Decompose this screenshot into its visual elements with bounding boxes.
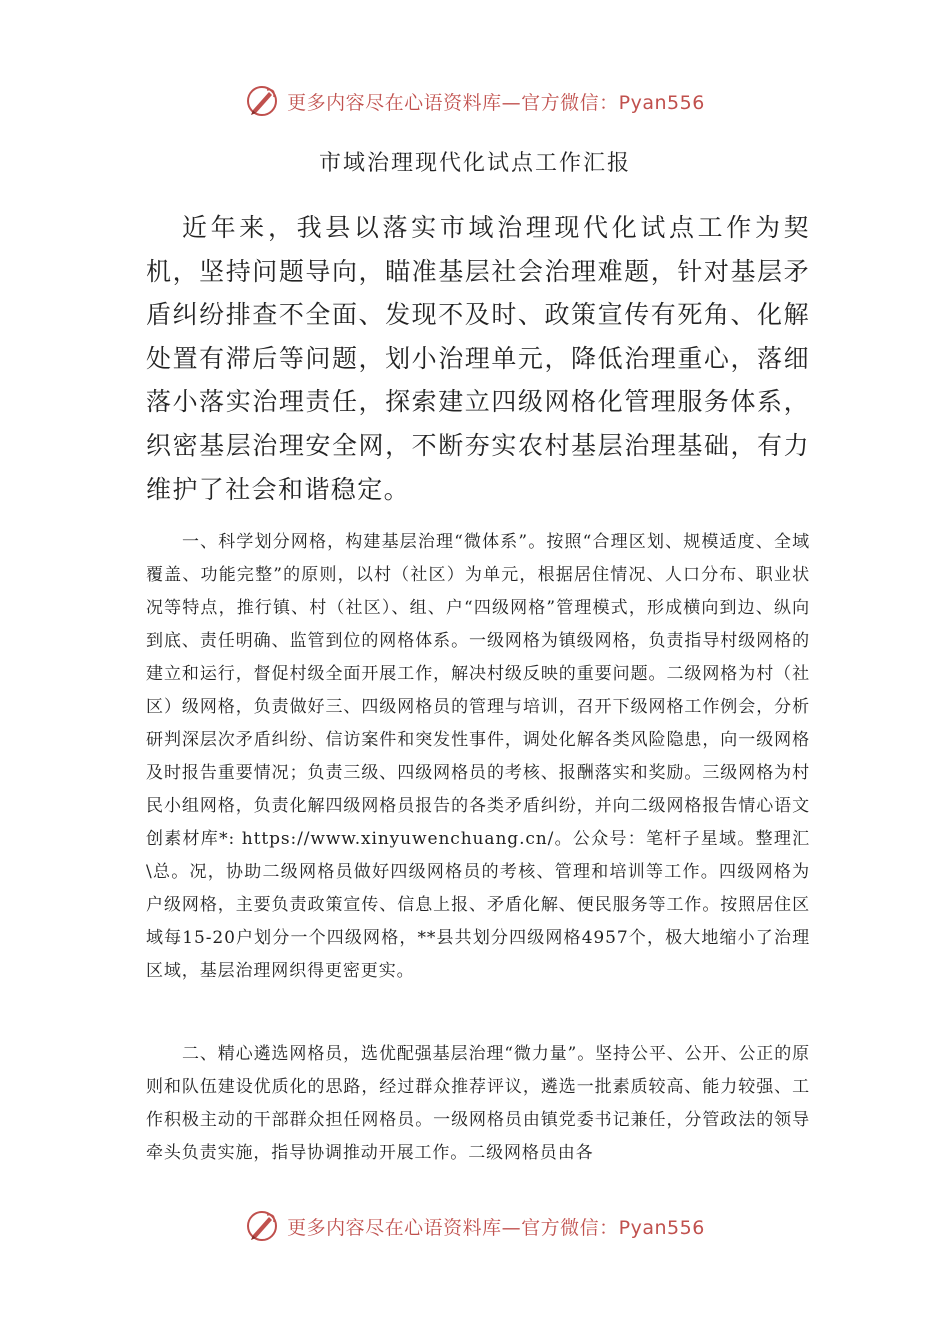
document-title: 市域治理现代化试点工作汇报 (318, 151, 631, 176)
pen-logo-icon (245, 84, 279, 118)
pen-logo-icon (245, 1209, 279, 1243)
body-paragraph-1: 一、科学划分网格，构建基层治理“微体系”。按照“合理区划、规模适度、全域覆盖、功能完整”的原则，以村（社区）为单元，根据居住情况、人口分布、职业状况等特点，推行镇、村（社区）、组、户“四级网格”管理模式，形成横向到边、纵向到底、责任明确、监管到位的网格体系。一级网格为镇级网格，负责指导村级网格的建立和运行，督促村级全面开展工作，解决村级反映的重要问题。二级网格为村（社区）级网格，负责做好三、四级网格员的管理与培训，召开下级网格工作例会，分析研判深层次矛盾纠纷、信访案件和突发性事件，调处化解各类风险隐患，向一级网格及时报告重要情况；负责三级、四级网格员的考核、报酬落实和奖励。三级网格为村民小组网格，负责化解四级网格员报告的各类矛盾纠纷，并向二级网格报告情心语文创素材库*: https://www.xinyuwenchuang.cn/。公众号：笔杆子星域。整理汇\总。况，协助二级网格员做好四级网格员的考核、管理和培训等工作。四级网格为户级网格，主要负责政策宣传、信息上报、矛盾化解、便民服务等工作。按照居住区域每15-20户划分一个四级网格，**县共划分四级网格4957个，极大地缩小了治理区域，基层治理网织得更密更实。 (146, 532, 810, 981)
watermark-footer (0, 1209, 950, 1243)
watermark-text: 更多内容尽在心语资料库—官方微信：Pyan556 (287, 1216, 705, 1239)
watermark-header (0, 84, 950, 118)
body-paragraph-2: 二、精心遴选网格员，选优配强基层治理“微力量”。坚持公平、公开、公正的原则和队伍建设优质化的思路，经过群众推荐评议，遴选一批素质较高、能力较强、工作积极主动的干部群众担任网格员。一级网格员由镇党委书记兼任，分管政法的领导牵头负责实施，指导协调推动开展工作。二级网格员由各 (146, 1044, 810, 1163)
watermark-text: 更多内容尽在心语资料库—官方微信：Pyan556 (287, 91, 705, 114)
intro-paragraph: 近年来，我县以落实市域治理现代化试点工作为契机，坚持问题导向，瞄准基层社会治理难题，针对基层矛盾纠纷排查不全面、发现不及时、政策宣传有死角、化解处置有滞后等问题，划小治理单元，降低治理重心，落细落小落实治理责任，探索建立四级网格化管理服务体系，织密基层治理安全网，不断夯实农村基层治理基础，有力维护了社会和谐稳定。 (146, 213, 810, 504)
